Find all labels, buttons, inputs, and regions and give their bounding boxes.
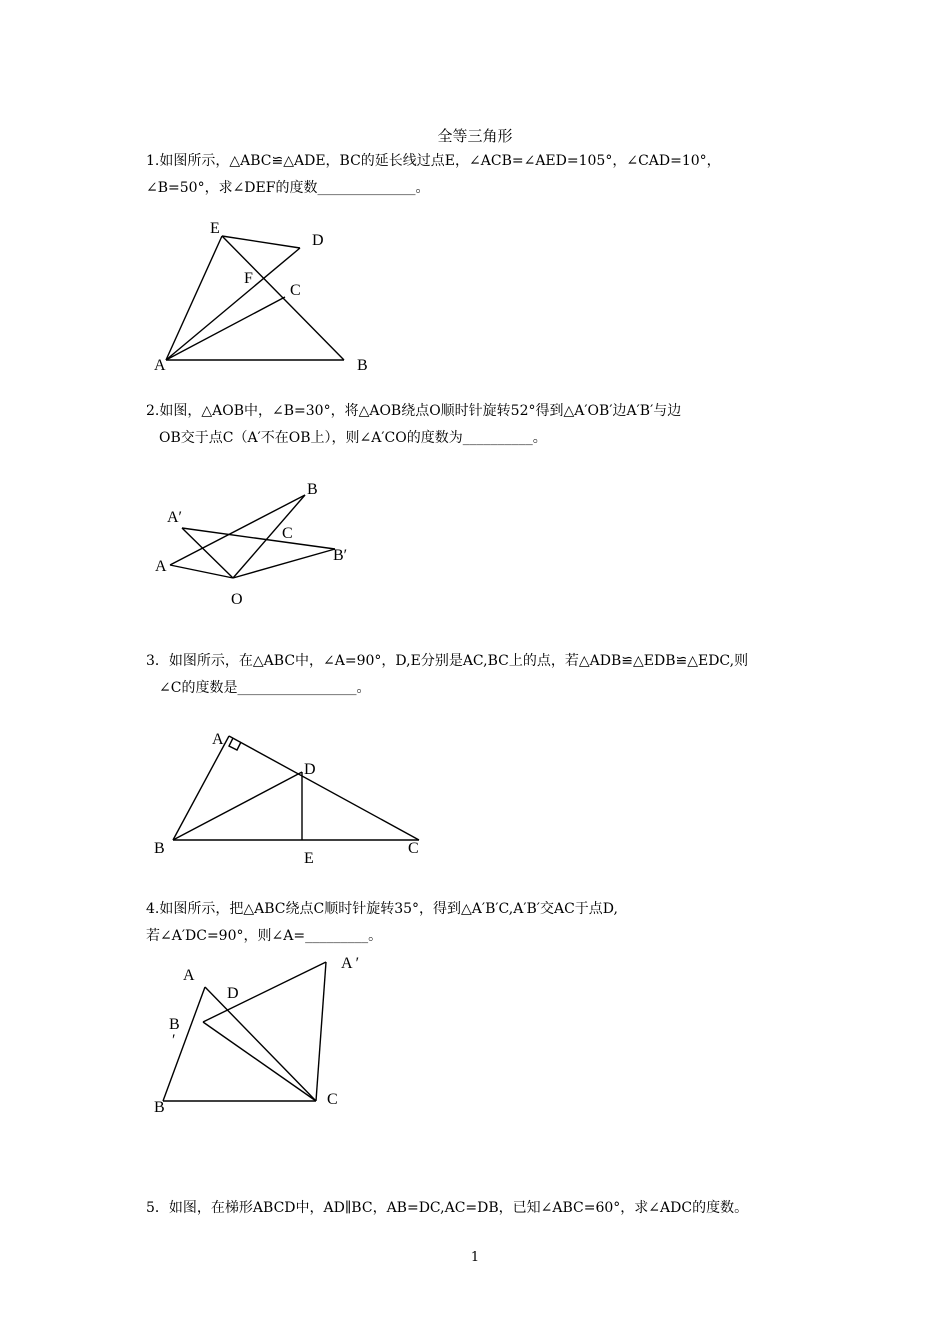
label-A-prime: A′ [167,509,183,526]
problem-4-text-line2: 若∠A′DC=90°，则∠A=_________。 [146,928,383,944]
problem-2-text-line2: OB交于点C（A′不在OB上），则∠A′CO的度数为__________。 [159,430,547,446]
label-A: A [155,558,167,575]
problem-2-text-line1: 2.如图，△AOB中，∠B=30°，将△AOB绕点O顺时针旋转52°得到△A′OB′边A′B′与边 [146,403,682,419]
label-E: E [210,220,220,237]
label-B: B [154,840,165,857]
label-O: O [231,591,243,608]
edge-A1C [316,962,326,1101]
label-C: C [327,1091,338,1108]
page-title: 全等三角形 [437,127,513,145]
label-C: C [282,525,293,542]
label-B-prime-mark: ′ [172,1032,176,1049]
label-A-prime: A ′ [341,955,360,972]
label-B: B [307,481,318,498]
edge-AC [205,987,316,1101]
problem-4-text-line1: 4.如图所示，把△ABC绕点C顺时针旋转35°，得到△A′B′C,A′B′交AC于点D, [146,901,618,917]
page-number: 1 [470,1250,480,1265]
problem-5-text: 5．如图，在梯形ABCD中，AD∥BC，AB=DC,AC=DB，已知∠ABC=60°，求∠ADC的度数。 [146,1200,749,1216]
label-A: A [183,967,195,984]
label-A: A [212,731,224,748]
label-D: D [312,232,324,249]
label-B: B [154,1099,165,1116]
label-B-prime: B [169,1016,180,1033]
label-A: A [154,357,166,374]
edge-B1C [203,1022,316,1101]
label-F: F [244,270,253,287]
label-D: D [304,761,316,778]
problem-1-text-line2: ∠B=50°，求∠DEF的度数______________。 [146,180,430,196]
label-B: B [357,357,368,374]
label-B-prime: B′ [333,547,348,564]
label-C: C [408,840,419,857]
problem-1-text-line1: 1.如图所示，△ABC≌△ADE，BC的延长线过点E，∠ACB=∠AED=105°，∠CAD=10°， [146,153,721,169]
problem-3-text-line1: 3．如图所示，在△ABC中，∠A=90°，D,E分别是AC,BC上的点，若△ADB≌△EDB≌△EDC,则 [146,653,749,669]
problem-3-text-line2: ∠C的度数是_________________。 [159,680,371,696]
label-E: E [304,850,314,867]
label-D: D [227,985,239,1002]
edge-AB [163,987,205,1101]
label-C: C [290,282,301,299]
edge-A1B1 [203,962,326,1022]
